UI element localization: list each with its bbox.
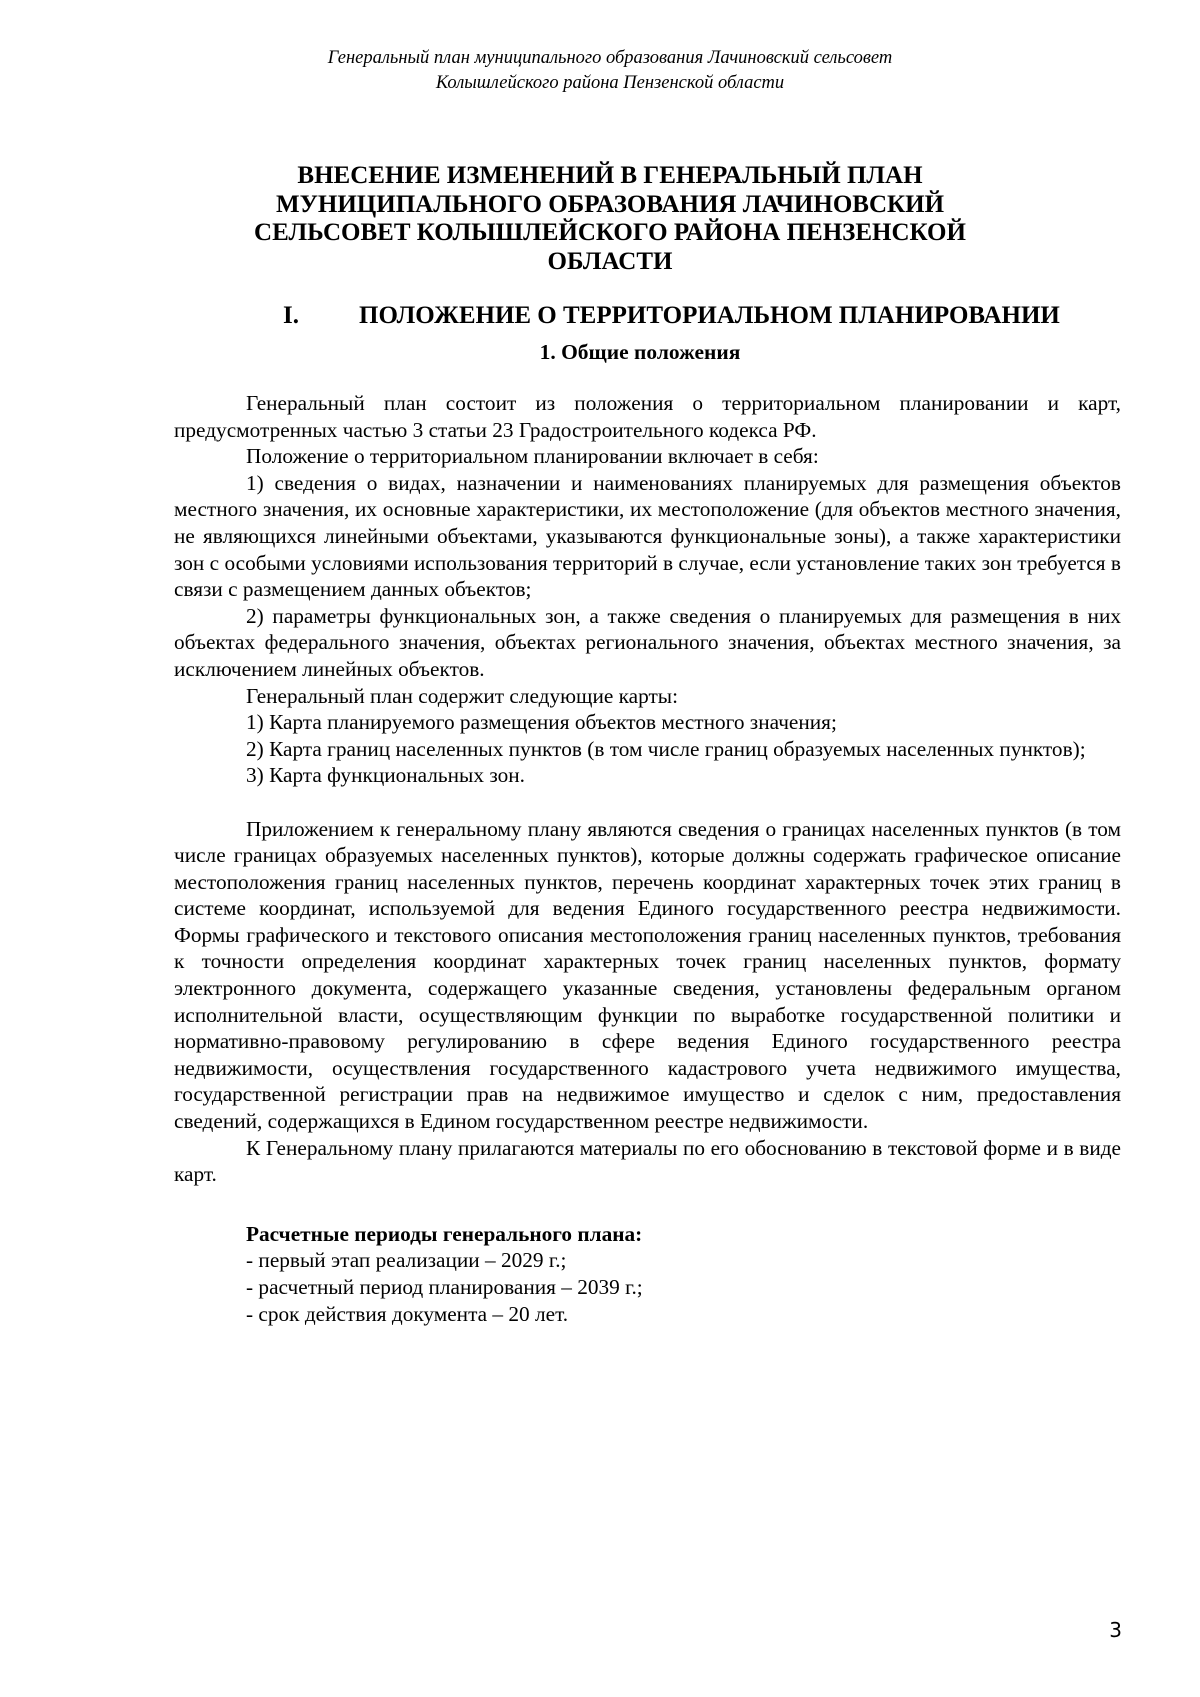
paragraph: Генеральный план содержит следующие карты:	[246, 683, 679, 708]
document-title-line-3: СЕЛЬСОВЕТ КОЛЫШЛЕЙСКОГО РАЙОНА ПЕНЗЕНСКОЙ	[254, 219, 966, 246]
running-header	[180, 46, 1040, 96]
document-body	[174, 390, 1121, 1327]
page-number: 3	[1109, 1618, 1122, 1642]
document-title-line-1: ВНЕСЕНИЕ ИЗМЕНЕНИЙ В ГЕНЕРАЛЬНЫЙ ПЛАН	[297, 162, 923, 189]
list-item: 1) сведения о видах, назначении и наименованиях планируемых для размещения объектов местного значения, их основные характеристики, их местоположение (для объектов местного значения, не являющихся линейными объектами, указываются функциональные зоны), а также характеристики зон с особыми условиями использования территорий в случае, если установление таких зон требуется в связи с размещением данных объектов;	[174, 470, 1121, 602]
list-item: 3) Карта функциональных зон.	[246, 763, 525, 788]
running-header-line-2: Колышлейского района Пензенской области	[435, 73, 785, 93]
paragraph: Положение о территориальном планировании включает в себя:	[246, 444, 819, 469]
paragraph: К Генеральному плану прилагаются материалы по его обоснованию в текстовой форме и в виде карт.	[174, 1135, 1121, 1187]
period-item: - срок действия документа – 20 лет.	[246, 1301, 569, 1326]
period-item: - расчетный период планирования – 2039 г.;	[246, 1275, 643, 1299]
list-item: 2) Карта границ населенных пунктов (в том числе границ образуемых населенных пунктов);	[246, 736, 1086, 761]
section-number: I.	[283, 302, 299, 329]
document-title	[240, 162, 980, 276]
document-title-line-2: МУНИЦИПАЛЬНОГО ОБРАЗОВАНИЯ ЛАЧИНОВСКИЙ	[275, 190, 945, 218]
paragraph: Приложением к генеральному плану являются сведения о границах населенных пунктов (в том числе границах образуемых населенных пунктов), которые должны содержать графическое описание местоположения границ населенных пунктов, перечень координат характерных точек этих границ в системе координат, используемой для ведения Единого государственного реестра недвижимости. Формы графического и текстового описания местоположения границ населенных пунктов, требования к точности определения координат характерных точек границ населенных пунктов, формату электронного документа, содержащего указанные сведения, установлены федеральным органом исполнительной власти, осуществляющим функции по выработке государственной политики и нормативно-правовому регулированию в сфере ведения Единого государственного реестра недвижимости, осуществления государственного кадастрового учета недвижимого имущества, государственной регистрации прав на недвижимое имущество и сделок с ним, предоставления сведений, содержащихся в Едином государственном реестре недвижимости.	[174, 816, 1121, 1134]
paragraph: Генеральный план состоит из положения о территориальном планировании и карт, предусмотренных частью 3 статьи 23 Градостроительного кодекса РФ.	[174, 391, 1121, 442]
blank-line	[174, 1188, 1121, 1221]
periods-heading: Расчетные периоды генерального плана:	[246, 1221, 643, 1246]
list-item: 2) параметры функциональных зон, а также сведения о планируемых для размещения в них объектах федерального значения, объектах регионального значения, объектах местного значения, за исключением линейных объектов.	[174, 603, 1121, 681]
blank-line	[174, 789, 1121, 816]
section-title: ПОЛОЖЕНИЕ О ТЕРРИТОРИАЛЬНОМ ПЛАНИРОВАНИИ	[359, 302, 1060, 329]
running-header-line-1: Генеральный план муниципального образования Лачиновский сельсовет	[327, 48, 893, 68]
document-title-line-4: ОБЛАСТИ	[547, 247, 673, 275]
period-item: - первый этап реализации – 2029 г.;	[246, 1248, 567, 1273]
subsection-title: 1. Общие положения	[539, 340, 741, 364]
list-item: 1) Карта планируемого размещения объектов местного значения;	[246, 710, 837, 735]
